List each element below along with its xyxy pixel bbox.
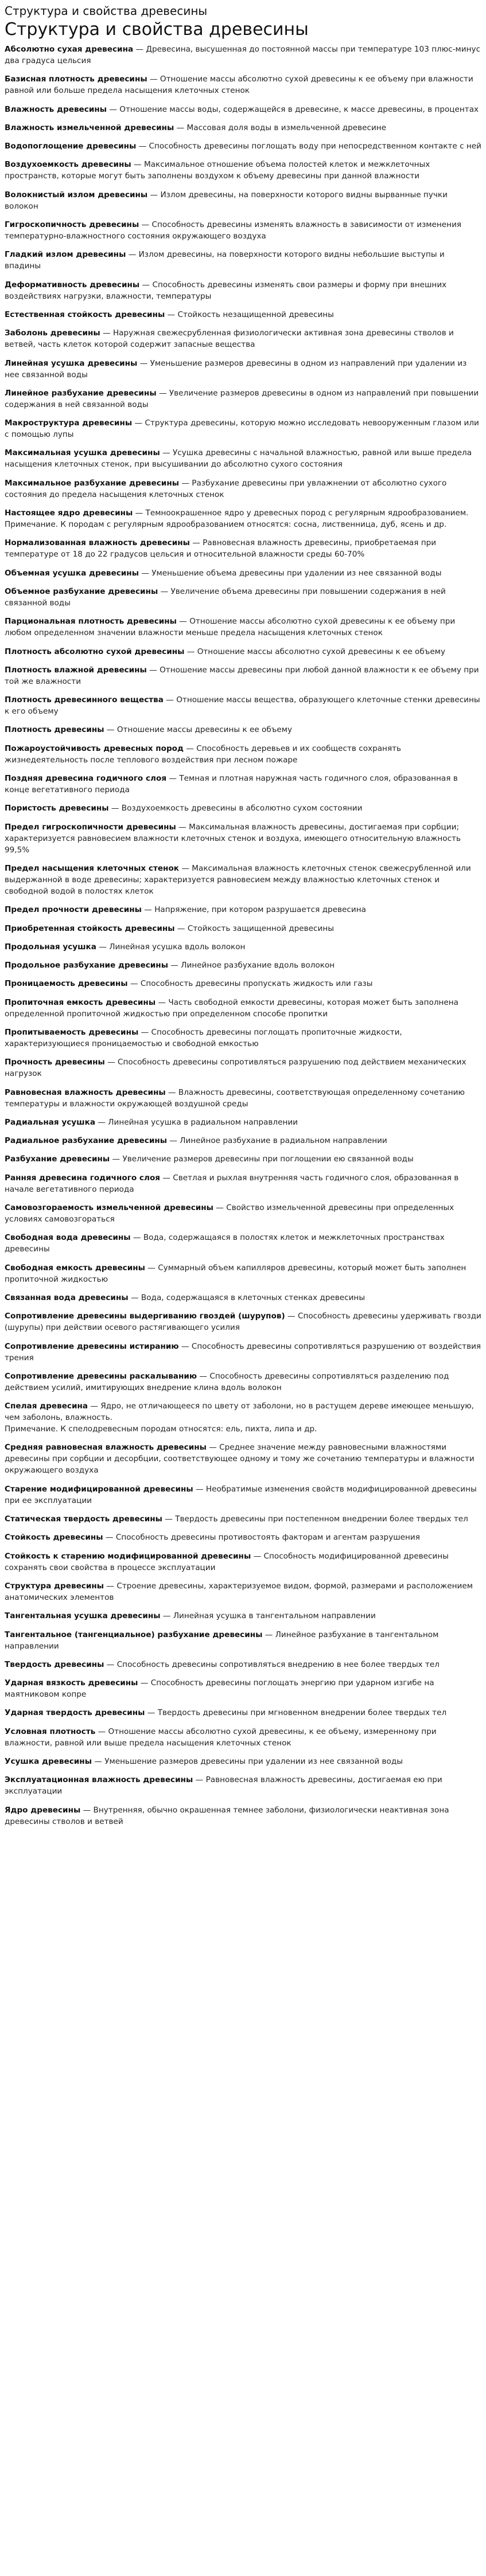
definition-term: Эксплуатационная влажность древесины [5, 1775, 193, 1785]
definition-separator: — [165, 1087, 178, 1097]
definition-item [5, 802, 481, 814]
definition-term: Разбухание древесины [5, 1154, 110, 1164]
definition-text: Линейная усушка вдоль волокон [109, 942, 246, 952]
definition-separator: — [285, 1312, 298, 1321]
definition-separator: — [160, 1173, 173, 1183]
definition-item [5, 1371, 481, 1393]
definition-text: Отношение массы вещества, образующего клеточные стенки древесины к его объему [5, 695, 480, 717]
definition-term: Гигроскопичность древесины [5, 220, 139, 230]
definition-item [5, 724, 481, 735]
definition-separator: — [166, 774, 180, 784]
definition-separator: — [139, 220, 152, 230]
definition-item [5, 1341, 481, 1364]
definition-item [5, 1756, 481, 1767]
definition-term: Статическая твердость древесины [5, 1514, 162, 1524]
definition-item [5, 1677, 481, 1700]
definition-text: Наружная свежесрубленная физиологически активная зона древесины стволов и ветвей, часть клеток которой содержит запасные вещества [5, 328, 454, 350]
definition-term: Линейное разбухание древесины [5, 388, 157, 398]
definition-item [5, 507, 481, 530]
definition-text: Массовая доля воды в измельченной древесине [186, 123, 387, 132]
definition-item [5, 447, 481, 470]
definition-item [5, 327, 481, 350]
definition-item [5, 1310, 481, 1333]
definition-term: Деформативность древесины [5, 280, 140, 289]
definition-term: Самовозгораемость измельченной древесины [5, 1203, 213, 1213]
definition-item [5, 309, 481, 320]
definition-item [5, 567, 481, 579]
definition-text: Уменьшение объема древесины при удалении из нее связанной воды [151, 568, 442, 578]
definition-text: Усушка древесины с начальной влажностью, равной или выше предела насыщения клеточных стенок, при высушивании до абсолютно сухого состояния [5, 448, 472, 469]
definition-item [5, 477, 481, 500]
definitions-list [5, 44, 481, 1827]
definition-item [5, 1726, 481, 1749]
definition-item [5, 1513, 481, 1525]
definition-term: Старение модифицированной древесины [5, 1484, 193, 1494]
definition-item [5, 863, 481, 897]
definition-separator: — [146, 665, 160, 675]
definition-text: Излом древесины, на поверхности которого видны небольшие выступы и впадины [5, 250, 445, 271]
definition-text: Уменьшение размеров древесины в одном из направлений при удалении из нее связанной воды [5, 358, 467, 379]
definition-term: Ядро древесины [5, 1805, 81, 1815]
definition-item [5, 219, 481, 242]
definition-separator: — [80, 1805, 94, 1815]
definition-separator: — [163, 695, 177, 705]
definition-separator: — [168, 961, 181, 970]
definition-text: Ядро, не отличающееся по цвету от заболони, но в растущем дереве имеющее меньшую, чем заболонь, влажность. Примечание. К спелодревесным породам относятся: ель, пихта, липа и др. [5, 1401, 474, 1434]
definition-term: Пропиточная емкость древесины [5, 997, 156, 1007]
definition-separator: — [160, 1611, 173, 1621]
definition-text: Светлая и рыхлая внутренняя часть годичного слоя, образованная в начале вегетативного периода [5, 1173, 459, 1194]
definition-separator: — [147, 190, 161, 199]
definition-term: Связанная вода древесины [5, 1293, 129, 1302]
definition-term: Воздухоемкость древесины [5, 160, 131, 170]
definition-separator: — [104, 1581, 117, 1591]
definition-term: Базисная плотность древесины [5, 75, 147, 84]
definition-term: Усушка древесины [5, 1757, 92, 1766]
definition-separator: — [176, 617, 190, 627]
definition-item [5, 586, 481, 609]
definition-item [5, 923, 481, 934]
definition-text: Способность древесины пропускать жидкость или газы [140, 979, 373, 989]
definition-text: Вода, содержащаяся в полостях клеток и межклеточных пространствах древесины [5, 1233, 445, 1254]
definition-text: Способность древесины поглощать энергию при ударном изгибе на маятниковом копре [5, 1678, 434, 1700]
definition-item [5, 1027, 481, 1050]
definition-item [5, 417, 481, 440]
definition-separator: — [193, 1484, 206, 1494]
definition-term: Сопротивление древесины истиранию [5, 1341, 179, 1351]
definition-text: Стойкость защищенной древесины [187, 923, 334, 933]
definition-item [5, 821, 481, 856]
definition-term: Пожароустойчивость древесных пород [5, 743, 184, 753]
definition-text: Способность древесины удерживать гвозди (шурупы) при действии осевого растягивающего усилия [5, 1312, 481, 1333]
definition-term: Стойкость древесины [5, 1533, 103, 1543]
definition-term: Ударная вязкость древесины [5, 1678, 138, 1688]
definition-item [5, 1580, 481, 1603]
definition-term: Сопротивление древесины раскалыванию [5, 1371, 197, 1381]
definition-term: Водопоглощение древесины [5, 142, 137, 151]
definition-text: Излом древесины, на поверхности которого видны вырванные пучки волокон [5, 190, 448, 211]
definition-text: Максимальная влажность древесины, достигаемая при сорбции; характеризуется равновесием влажности клеточных стенок и воздуха, имеющего относительную влажность 99,5% [5, 822, 461, 855]
definition-term: Предел прочности древесины [5, 905, 142, 915]
definition-item [5, 1153, 481, 1165]
definition-separator: — [162, 1514, 176, 1524]
definition-item [5, 997, 481, 1020]
definition-term: Прочность древесины [5, 1058, 105, 1067]
definition-term: Плотность абсолютно сухой древесины [5, 647, 185, 656]
definition-item [5, 1292, 481, 1303]
definition-item [5, 537, 481, 560]
definition-term: Плотность древесинного вещества [5, 695, 164, 705]
definition-text: Линейная усушка в тангентальном направлении [173, 1611, 376, 1621]
definition-text: Строение древесины, характеризуемое видом, формой, размерами и расположением анатомических элементов [5, 1581, 473, 1602]
definition-item [5, 694, 481, 717]
definition-item [5, 1532, 481, 1543]
definition-item [5, 1551, 481, 1573]
definition-term: Влажность измельченной древесины [5, 123, 174, 132]
definition-text: Способность древесины поглощать воду при непосредственном контакте с ней [149, 142, 481, 151]
definition-separator: — [158, 586, 171, 596]
definition-separator: — [262, 1630, 275, 1639]
definition-text: Способность древесины сопротивляться внедрению в нее более твердых тел [116, 1659, 440, 1669]
definition-item [5, 1172, 481, 1195]
definition-item [5, 743, 481, 766]
definition-separator: — [137, 358, 150, 368]
definition-item [5, 1117, 481, 1128]
definition-term: Естественная стойкость древесины [5, 310, 165, 319]
definition-item [5, 646, 481, 657]
definition-text: Часть свободной емкости древесины, которая может быть заполнена определенной пропиточной жидкостью при определенном способе пропитки [5, 997, 458, 1019]
definition-term: Продольная усушка [5, 942, 96, 952]
definition-text: Способность древесины сопротивляться разрушению под действием механических нагрузок [5, 1058, 466, 1079]
definition-text: Способность древесины сопротивляться разрушению от воздействия трения [5, 1341, 481, 1363]
definition-text: Отношение массы абсолютно сухой древесины к ее объему при любом определенном значении влажности меньше предела насыщения клеточных стенок [5, 617, 456, 638]
definition-term: Поздняя древесина годичного слоя [5, 774, 167, 784]
definition-item [5, 387, 481, 410]
definition-separator: — [174, 123, 187, 132]
definition-term: Заболонь древесины [5, 328, 100, 338]
definition-item [5, 189, 481, 212]
definition-separator: — [138, 1027, 151, 1037]
definition-term: Радиальная усушка [5, 1117, 96, 1127]
definition-text: Линейное разбухание в радиальном направлении [180, 1136, 387, 1146]
definition-item [5, 122, 481, 134]
definition-item [5, 664, 481, 687]
definition-text: Темноокрашенное ядро у древесных пород с регулярным ядрообразованием. Примечание. К породам с регулярным ядрообразованием относятся: сосна, лиственница, дуб, ясень и др. [5, 508, 469, 530]
definition-separator: — [133, 45, 146, 54]
definition-term: Гладкий излом древесины [5, 250, 126, 260]
definition-separator: — [184, 647, 197, 656]
definition-text: Увеличение размеров древесины в одном из направлений при повышении содержания в ней связанной воды [5, 388, 479, 409]
definition-text: Вода, содержащаяся в клеточных стенках древесины [141, 1293, 366, 1302]
definition-separator: — [107, 104, 120, 114]
definition-separator: — [88, 1401, 101, 1411]
window-title: Структура и свойства древесины [5, 4, 208, 18]
definition-item [5, 1483, 481, 1506]
definition-term: Спелая древесина [5, 1401, 88, 1411]
definition-separator: — [132, 418, 145, 428]
definition-separator: — [147, 75, 160, 84]
definition-term: Тангентальное (тангенциальное) разбухание древесины [5, 1630, 263, 1639]
definition-separator: — [155, 997, 169, 1007]
definition-text: Древесина, высушенная до постоянной массы при температуре 103 плюс-минус два градуса цельсия [5, 45, 481, 65]
definition-text: Внутренняя, обычно окрашенная темнее заболони, физиологически неактивная зона древесины стволов и ветвей [5, 1805, 449, 1826]
definition-text: Линейное разбухание в тангентальном направлении [5, 1630, 439, 1651]
definition-separator: — [138, 1678, 151, 1688]
definition-separator: — [95, 1117, 108, 1127]
definition-item [5, 960, 481, 971]
definition-term: Ударная твердость древесины [5, 1708, 145, 1718]
definition-text: Отношение массы древесины к ее объему [116, 725, 293, 735]
definition-term: Свободная емкость древесины [5, 1263, 145, 1273]
definition-separator: — [131, 160, 144, 170]
definition-item [5, 44, 481, 66]
definition-text: Способность древесины поглощать пропиточные жидкости, характеризующиеся проницаемостью и свободной емкостью [5, 1027, 402, 1048]
definition-text: Максимальная влажность клеточных стенок свежесрубленной или выдержанной в воде древесины; характеризуется равновесием между влажностью клеточных стенок и свободной водой в полостях клеток [5, 863, 471, 896]
definition-term: Максимальное разбухание древесины [5, 478, 180, 488]
definition-separator: — [92, 1757, 105, 1766]
definition-term: Максимальная усушка древесины [5, 448, 160, 458]
definition-term: Макроструктура древесины [5, 418, 133, 428]
definition-text: Способность древесины противостоять факторам и агентам разрушения [115, 1533, 420, 1543]
definition-term: Абсолютно сухая древесина [5, 45, 134, 54]
definition-separator: — [165, 310, 178, 319]
definition-text: Отношение массы древесины при любой данной влажности к ее объему при той же влажности [5, 665, 479, 686]
definition-term: Парциональная плотность древесины [5, 617, 177, 627]
definition-text: Отношение массы абсолютно сухой древесины, к ее объему, измеренному при влажности, равной или выше предела насыщения клеточных стенок [5, 1727, 437, 1748]
page-title: Структура и свойства древесины [5, 19, 309, 40]
definition-separator: — [197, 1371, 210, 1381]
definition-separator: — [103, 1533, 116, 1543]
definition-separator: — [139, 568, 152, 578]
definition-item [5, 1202, 481, 1225]
definition-item [5, 358, 481, 381]
definition-term: Равновесная влажность древесины [5, 1087, 166, 1097]
definition-item [5, 1707, 481, 1718]
definition-term: Влажность древесины [5, 104, 107, 114]
definition-text: Равновесная влажность древесины, достигаемая ею при эксплуатации [5, 1775, 442, 1796]
definition-text: Твердость древесины при постепенном внедрении более твердых тел [175, 1514, 468, 1524]
definition-separator: — [176, 822, 189, 832]
definition-item [5, 73, 481, 96]
definition-separator: — [108, 804, 122, 813]
definition-item [5, 1442, 481, 1476]
definition-separator: — [127, 979, 141, 989]
definition-text: Отношение массы абсолютно сухой древесины к ее объему при влажности равной или больше предела насыщения клеточных стенок [5, 75, 473, 96]
definition-separator: — [104, 1659, 117, 1669]
definition-item [5, 1056, 481, 1079]
definition-item [5, 1262, 481, 1285]
definition-text: Равновесная влажность древесины, приобретаемая при температуре от 18 до 22 градусов цельсия и относительной влажности среды 60-70% [5, 538, 437, 559]
definition-term: Тангентальная усушка древесины [5, 1611, 161, 1621]
definition-term: Волокнистый излом древесины [5, 190, 148, 199]
definition-separator: — [189, 538, 203, 548]
definition-text: Свойство измельченной древесины при определенных условиях самовозгораться [5, 1203, 454, 1224]
definition-separator: — [193, 1775, 206, 1785]
definition-text: Увеличение размеров древесины при поглощении ею связанной воды [122, 1154, 414, 1164]
definition-term: Приобретенная стойкость древесины [5, 923, 175, 933]
definition-separator: — [179, 863, 192, 873]
definition-term: Предел гигроскопичности древесины [5, 822, 176, 832]
definition-text: Стойкость незащищенной древесины [177, 310, 334, 319]
definition-separator: — [130, 1233, 143, 1243]
definition-text: Среднее значение между равновесными влажностями древесины при сорбции и десорбции, соответствующее одному и тому же сочетанию температуры и влажности окружающего воздуха [5, 1443, 475, 1475]
definition-separator: — [145, 1263, 158, 1273]
definition-term: Плотность влажной древесины [5, 665, 147, 675]
definition-item [5, 1087, 481, 1110]
definition-term: Объемная усушка древесины [5, 568, 139, 578]
definition-text: Способность древесины изменять свои размеры и форму при внешних воздействиях нагрузки, влажности, температуры [5, 280, 447, 301]
definition-separator: — [179, 478, 192, 488]
definition-item [5, 1400, 481, 1435]
definition-term: Радиальное разбухание древесины [5, 1136, 168, 1146]
definition-text: Напряжение, при котором разрушается древесина [154, 905, 366, 915]
definition-separator: — [104, 1058, 118, 1067]
definition-separator: — [213, 1203, 227, 1213]
definition-term: Плотность древесины [5, 725, 104, 735]
definition-item [5, 773, 481, 796]
definition-term: Линейная усушка древесины [5, 358, 138, 368]
definition-item [5, 140, 481, 152]
definition-item [5, 616, 481, 639]
definition-item [5, 978, 481, 989]
definition-item [5, 249, 481, 272]
definition-text: Структура древесины, которую можно исследовать невооруженным глазом или с помощью лупы [5, 418, 479, 440]
definition-text: Способность древесины сопротивляться разделению под действием усилий, имитирующих внедрение клина вдоль волокон [5, 1371, 449, 1392]
definition-text: Способность деревьев и их сообществ сохранять жизнедеятельность после теплового воздействия при лесном пожаре [5, 743, 402, 765]
definition-separator: — [133, 508, 146, 518]
definition-text: Твердость древесины при мгновенном внедрении более твердых тел [157, 1708, 447, 1718]
definition-term: Продольное разбухание древесины [5, 961, 168, 970]
definition-item [5, 1659, 481, 1670]
definition-separator: — [136, 142, 149, 151]
definition-term: Проницаемость древесины [5, 979, 128, 989]
definition-separator: — [174, 923, 188, 933]
definition-item [5, 1774, 481, 1797]
definition-text: Линейная усушка в радиальном направлении [108, 1117, 298, 1127]
definition-item [5, 1610, 481, 1622]
definition-separator: — [160, 448, 173, 458]
definition-separator: — [128, 1293, 141, 1302]
definition-separator: — [96, 942, 110, 952]
definition-separator: — [184, 743, 197, 753]
definition-item [5, 1804, 481, 1827]
definition-text: Разбухание древесины при увлажнении от абсолютно сухого состояния до предела насыщения клеточных стенок [5, 478, 447, 499]
definition-separator: — [145, 1708, 158, 1718]
definition-term: Ранняя древесина годичного слоя [5, 1173, 161, 1183]
definition-text: Линейное разбухание вдоль волокон [181, 961, 335, 970]
definition-term: Сопротивление древесины выдергиванию гвоздей (шурупов) [5, 1312, 285, 1321]
definition-text: Увеличение объема древесины при повышении содержания в ней связанной воды [5, 586, 446, 608]
definition-item [5, 279, 481, 302]
definition-item [5, 159, 481, 182]
definition-separator: — [126, 250, 139, 260]
definition-term: Твердость древесины [5, 1659, 104, 1669]
definition-separator: — [178, 1341, 192, 1351]
definition-item [5, 1232, 481, 1255]
definition-item [5, 104, 481, 115]
definition-text: Воздухоемкость древесины в абсолютно сухом состоянии [121, 804, 363, 813]
definition-separator: — [156, 388, 169, 398]
definition-text: Способность древесины изменять влажность в зависимости от изменения температурно-влажностного состояния окружающего воздуха [5, 220, 462, 241]
definition-text: Способность модифицированной древесины сохранять свои свойства в процессе эксплуатации [5, 1551, 449, 1572]
definition-text: Уменьшение размеров древесины при удалении из нее связанной воды [104, 1757, 403, 1766]
definition-text: Темная и плотная наружная часть годичного слоя, образованная в конце вегетативного периода [5, 774, 458, 795]
definition-text: Суммарный объем капилляров древесины, который может быть заполнен пропиточной жидкостью [5, 1263, 466, 1284]
definition-separator: — [167, 1136, 180, 1146]
definition-term: Условная плотность [5, 1727, 96, 1736]
definition-term: Настоящее ядро древесины [5, 508, 133, 518]
definition-separator: — [206, 1443, 220, 1453]
definition-term: Пористость древесины [5, 804, 109, 813]
definition-item [5, 941, 481, 953]
definition-term: Предел насыщения клеточных стенок [5, 863, 180, 873]
definition-separator: — [141, 905, 155, 915]
definition-text: Отношение массы воды, содержащейся в древесине, к массе древесины, в процентах [119, 104, 479, 114]
definition-term: Объемное разбухание древесины [5, 586, 158, 596]
definition-item [5, 1629, 481, 1652]
definition-item [5, 1135, 481, 1146]
definition-separator: — [110, 1154, 123, 1164]
definition-separator: — [251, 1551, 264, 1561]
definition-text: Отношение массы абсолютно сухой древесины к ее объему [197, 647, 445, 656]
definition-term: Структура древесины [5, 1581, 104, 1591]
definition-term: Пропитываемость древесины [5, 1027, 139, 1037]
definition-text: Необратимые изменения свойств модифицированной древесины при ее эксплуатации [5, 1484, 477, 1505]
definition-term: Нормализованная влажность древесины [5, 538, 190, 548]
definition-term: Свободная вода древесины [5, 1233, 131, 1243]
definition-separator: — [104, 725, 117, 735]
definition-term: Средняя равновесная влажность древесины [5, 1443, 207, 1453]
definition-separator: — [100, 328, 113, 338]
definition-item [5, 904, 481, 915]
definition-separator: — [139, 280, 153, 289]
definition-separator: — [95, 1727, 108, 1736]
definition-term: Стойкость к старению модифицированной древесины [5, 1551, 251, 1561]
definition-text: Максимальное отношение объема полостей клеток и межклеточных пространств, которые могут быть заполнены воздухом к объему древесины при данной влажности [5, 160, 430, 181]
definition-text: Влажность древесины, соответствующая определенному сочетанию температуры и влажности окружающей воздушной среды [5, 1087, 465, 1109]
